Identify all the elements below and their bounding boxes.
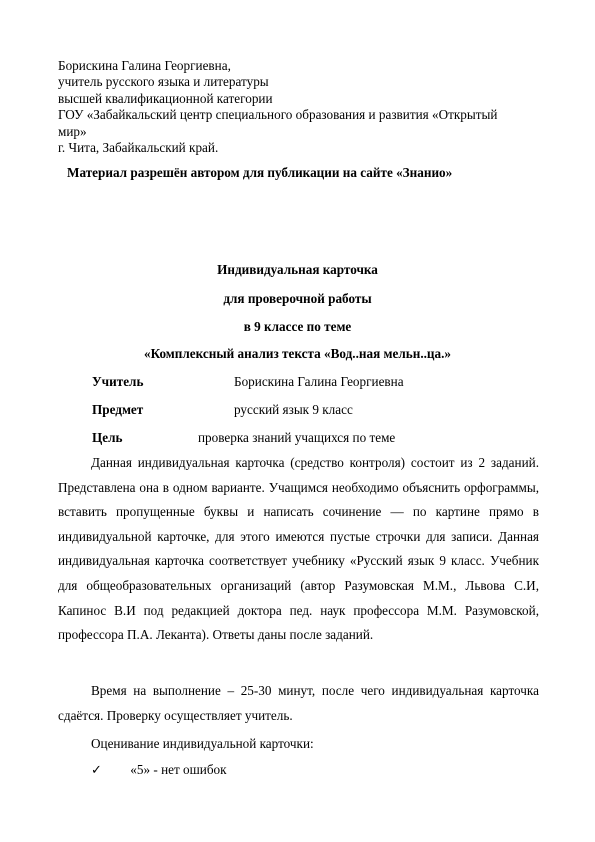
author-organization-cont: мир»	[58, 123, 87, 139]
author-category: высшей квалификационной категории	[58, 90, 273, 106]
card-grade: в 9 классе по теме	[243, 319, 352, 334]
author-name: Борискина Галина Георгиевна,	[58, 58, 231, 73]
teacher-value: Борискина Галина Георгиевна	[234, 374, 404, 389]
description-paragraph: Данная индивидуальная карточка (средство контроля) состоит из 2 заданий. Представлена она в одном варианте. Учащимся необходимо объяснить орфограммы, вставить пропущенные буквы и написать сочинение — по картине прямо в индивидуальной карточке, для этого имеются пустые строчки для записи. Данная индивидуальная карточка соответствует учебнику «Русский язык 9 класс. Учебник для общеобразовательных организаций (автор Разумовская М.М., Львова С.И, Капинос В.И под редакцией доктора пед. наук профессора М.М. Разумовской, профессора П.А. Леканта). Ответы даны после заданий.	[58, 455, 539, 643]
subject-label: Предмет	[92, 402, 144, 417]
card-title: Индивидуальная карточка	[217, 262, 378, 277]
goal-value: проверка знаний учащихся по теме	[198, 430, 396, 445]
time-paragraph: Время на выполнение – 25-30 минут, после чего индивидуальная карточка сдаётся. Проверку осуществляет учитель.	[58, 683, 539, 723]
teacher-row	[92, 374, 404, 390]
grading-item-text: «5» - нет ошибок	[130, 762, 227, 777]
card-topic: «Комплексный анализ текста «Вод..ная мельн..ца.»	[143, 346, 452, 361]
subject-row	[92, 402, 353, 418]
grading-heading: Оценивание индивидуальной карточки:	[91, 736, 314, 751]
publication-permission: Материал разрешён автором для публикации на сайте «Знанио»	[67, 165, 453, 180]
subject-value: русский язык 9 класс	[234, 402, 353, 417]
author-position: учитель русского языка и литературы	[58, 74, 269, 90]
card-subtitle: для проверочной работы	[223, 291, 372, 306]
goal-row	[92, 430, 396, 446]
teacher-label: Учитель	[92, 374, 144, 389]
grading-item	[91, 762, 227, 778]
author-organization: ГОУ «Забайкальский центр специального образования и развития «Открытый	[58, 107, 498, 123]
author-city: г. Чита, Забайкальский край.	[58, 140, 219, 156]
checkmark-icon: ✓	[91, 762, 103, 777]
goal-label: Цель	[92, 430, 123, 445]
author-info	[58, 58, 538, 156]
